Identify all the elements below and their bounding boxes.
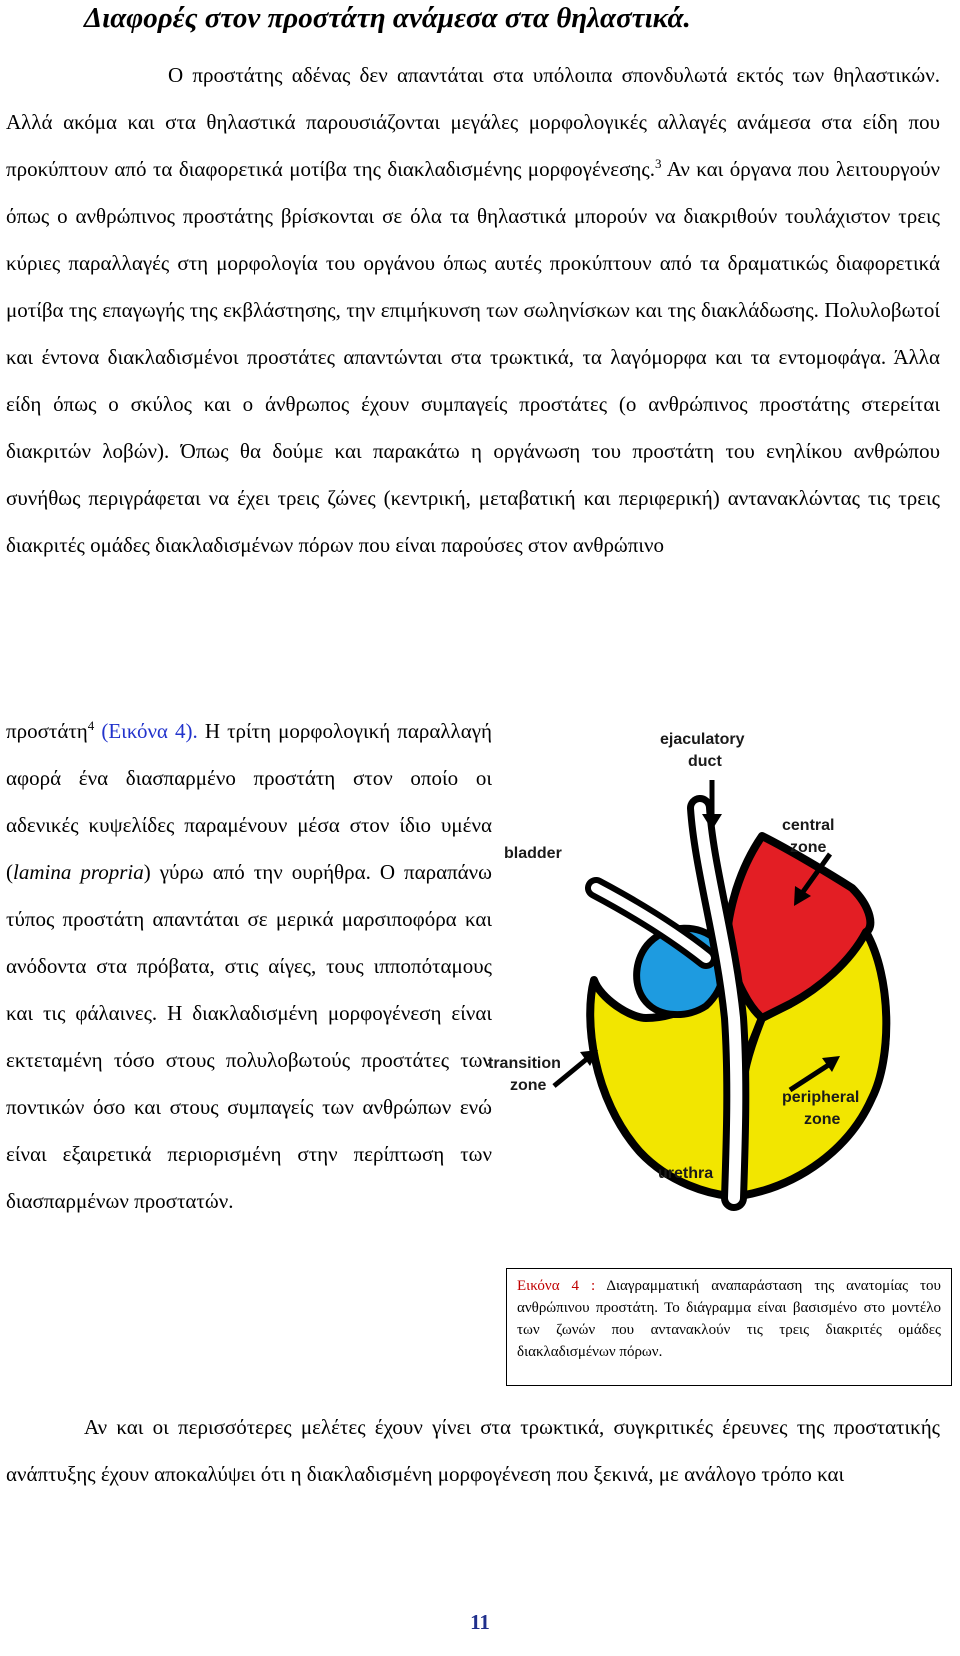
paragraph-intro-text-b: Αν και όργανα που λειτουργούν όπως ο ανθρώπινος προστάτης βρίσκονται σε όλα τα θηλαστικά μπορούν να διακριθούν τουλάχιστον τρεις κύριες παραλλαγές στη μορφολογία του οργάνου όπως αυτές προκύπτουν από τα δραματικώς διαφορετικά μοτίβα της επαγωγής της εκβλάστησης, την επιμήκυνση των σωληνίσκων και της διακλάδωσης. Πολυλοβωτοί και έντονα διακλαδισμένοι προστάτες απαντώνται στα τρωκτικά, τα λαγόμορφα και τα εντομοφάγα. Άλλα είδη όπως ο σκύλος και ο άνθρωπος έχουν συμπαγείς προστάτες (ο ανθρώπινος προστάτης στερείται διακριτών λοβών). Όπως θα δούμε και παρακάτω η οργάνωση του προστάτη του ενηλίκου ανθρώπου συνήθως περιγράφεται να έχει τρεις ζώνες (κεντρική, μεταβατική και περιφερική) αντανακλώντας τις τρεις διακριτές ομάδες διακλαδισμένων πόρων που είναι παρούσες στον ανθρώπινο — [6, 157, 940, 557]
paragraph-comparative — [6, 1404, 940, 1498]
reference-3: 3 — [654, 156, 662, 171]
transition-zone-label-line2: zone — [510, 1077, 547, 1094]
paragraph-morphology — [6, 708, 492, 1225]
bladder-label: bladder — [504, 845, 562, 862]
transition-zone-label-line1: transition — [488, 1055, 561, 1072]
paragraph-morphology-text-b: Η τρίτη μορφολογική παραλλαγή αφορά ένα διασπαρμένο προστάτη στον οποίο οι αδενικές κυψελίδες παραμένουν μέσα στον ίδιο υμένα ( — [6, 719, 492, 884]
paragraph-morphology-text-c: ) γύρω από την ουρήθρα. Ο παραπάνω τύπος προστάτη απαντάται σε μερικά μαρσιποφόρα και ανόδοντα στα πρόβατα, στις αίγες, τους ιπποπόταμους και τις φάλαινες. Η διακλαδισμένη μορφογένεση είναι εκτεταμένη τόσο στους πολυλοβωτούς προστάτες των ποντικών όσο και στους συμπαγείς των ανθρώπων ενώ είναι εξαιρετικά περιορισμένη στην περίπτωση των διασπαρμένων προστατών. — [6, 860, 492, 1213]
ejaculatory-duct-label-line2: duct — [688, 753, 722, 770]
peripheral-zone-label-line2: zone — [804, 1111, 841, 1128]
central-zone-label-line1: central — [782, 817, 835, 834]
urethra-label: urethra — [658, 1165, 714, 1182]
paragraph-intro-text-a: Ο προστάτης αδένας δεν απαντάται στα υπόλοιπα σπονδυλωτά εκτός των θηλαστικών. Αλλά ακόμα και στα θηλαστικά παρουσιάζονται μεγάλες μορφολογικές αλλαγές ανάμεσα στα είδη που προκύπτουν από τα διαφορετικά μοτίβα της διακλαδισμένης μορφογένεσης. — [6, 63, 940, 181]
paragraph-morphology-text-a: προστάτη — [6, 719, 88, 743]
peripheral-zone-label-line1: peripheral — [782, 1089, 860, 1106]
reference-4: 4 — [87, 718, 95, 733]
paragraph-intro — [6, 52, 940, 569]
lamina-propria-term: lamina propria — [13, 860, 144, 884]
page-number: 11 — [470, 1610, 490, 1634]
figure-4-link[interactable]: (Εικόνα 4). — [94, 719, 198, 743]
figure-number: Εικόνα 4 : — [517, 1278, 596, 1294]
paragraph-comparative-text: Αν και οι περισσότερες μελέτες έχουν γίνει στα τρωκτικά, συγκριτικές έρευνες της προστατικής ανάπτυξης έχουν αποκαλύψει ότι η διακλαδισμένη μορφογένεση που ξεκινά, με ανάλογο τρόπο και — [6, 1415, 940, 1486]
figure-4-caption — [506, 1268, 952, 1386]
section-heading: Διαφορές στον προστάτη ανάμεσα στα θηλαστικά. — [84, 2, 691, 34]
prostate-diagram-svg — [488, 718, 950, 1238]
ejaculatory-duct-label-line1: ejaculatory — [660, 731, 745, 748]
caption-text: Διαγραμματική αναπαράσταση της ανατομίας του ανθρώπινου προστάτη. Το διάγραμμα είναι βασισμένο στο μοντέλο των ζωνών που αντανακλούν τις τρεις διακριτές ομάδες διακλαδισμένων πόρων. — [517, 1278, 941, 1360]
prostate-anatomy-figure — [488, 718, 950, 1238]
central-zone-label-line2: zone — [790, 839, 827, 856]
